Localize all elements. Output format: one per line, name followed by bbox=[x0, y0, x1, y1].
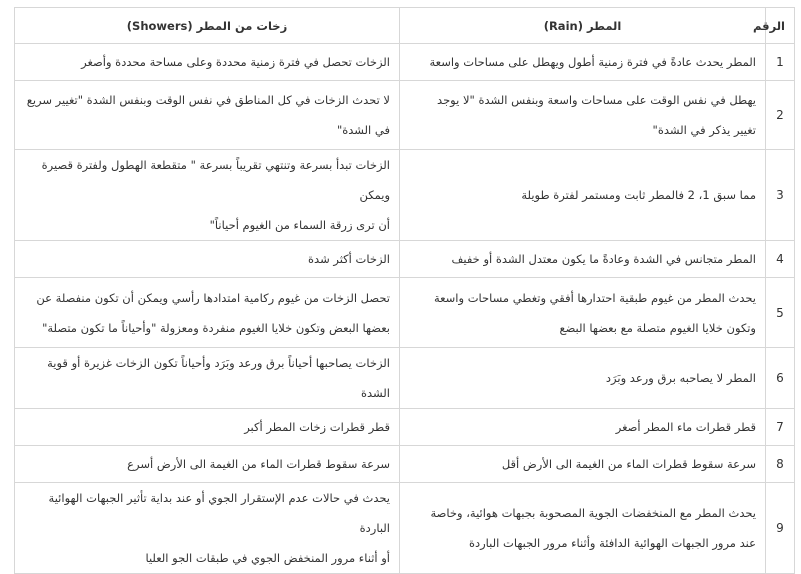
table-header-row bbox=[15, 8, 795, 44]
table-row bbox=[15, 278, 795, 348]
rain-text-line: تغيير يذكر في الشدة" bbox=[652, 123, 756, 137]
header-showers: زخات من المطر (Showers) bbox=[15, 8, 400, 44]
table-row bbox=[15, 409, 795, 446]
row-number: 1 bbox=[766, 44, 795, 81]
showers-text-line: لا تحدث الزخات في كل المناطق في نفس الوقت وبنفس الشدة "تغيير سريع bbox=[26, 93, 390, 107]
row-number: 3 bbox=[766, 150, 795, 241]
rain-cell bbox=[400, 348, 766, 409]
row-number: 5 bbox=[766, 278, 795, 348]
table-row bbox=[15, 483, 795, 574]
showers-cell bbox=[15, 278, 400, 348]
table-row bbox=[15, 44, 795, 81]
table-row bbox=[15, 446, 795, 483]
table-row bbox=[15, 241, 795, 278]
row-number: 7 bbox=[766, 409, 795, 446]
rain-cell bbox=[400, 81, 766, 150]
rain-cell bbox=[400, 409, 766, 446]
rain-text-line: يحدث المطر مع المنخفضات الجوية المصحوبة بجبهات هوائية، وخاصة bbox=[430, 506, 756, 520]
row-number: 8 bbox=[766, 446, 795, 483]
rain-text-line: يهطل في نفس الوقت على مساحات واسعة وبنفس الشدة "لا يوجد bbox=[437, 93, 756, 107]
showers-text-line: الزخات أكثر شدة bbox=[308, 252, 390, 266]
showers-cell bbox=[15, 241, 400, 278]
rain-text-line: عند مرور الجبهات الهوائية الدافئة وأثناء مرور الجبهات الباردة bbox=[468, 536, 756, 550]
rain-text-line: وتكون خلايا الغيوم متصلة مع بعضها البضع bbox=[559, 320, 756, 335]
rain-cell bbox=[400, 446, 766, 483]
rain-text-line: سرعة سقوط قطرات الماء من الغيمة الى الأرض أقل bbox=[501, 457, 756, 471]
showers-text-line: الزخات تبدأ بسرعة وتنتهي تقريباً بسرعة " متقطعة الهطول ولفترة قصيرة ويمكن bbox=[41, 158, 390, 202]
showers-text-line: بعضها البعض وتكون خلايا الغيوم منفردة ومعزولة "وأحياناً ما تكون متصلة" bbox=[42, 320, 390, 335]
showers-cell bbox=[15, 81, 400, 150]
rain-cell bbox=[400, 150, 766, 241]
showers-cell bbox=[15, 446, 400, 483]
table-row bbox=[15, 150, 795, 241]
row-number: 4 bbox=[766, 241, 795, 278]
showers-cell bbox=[15, 409, 400, 446]
showers-text-line: سرعة سقوط قطرات الماء من الغيمة الى الأرض أسرع bbox=[127, 457, 390, 471]
showers-text-line: الزخات يصاحبها أحياناً برق ورعد وبَرَد وأحياناً تكون الزخات غزيرة أو قوية الشدة bbox=[47, 356, 390, 400]
showers-text-line: في الشدة" bbox=[336, 123, 390, 137]
showers-text-line: قطر قطرات زخات المطر أكبر bbox=[244, 420, 390, 434]
header-rain: المطر (Rain) bbox=[400, 8, 766, 44]
header-num: الرقم bbox=[766, 8, 795, 44]
showers-text-line: تحصل الزخات من غيوم ركامية امتدادها رأسي ويمكن أن تكون منفصلة عن bbox=[36, 290, 390, 305]
rain-text-line: المطر يحدث عادةً في فترة زمنية أطول ويهطل على مساحات واسعة bbox=[429, 55, 756, 69]
showers-cell bbox=[15, 44, 400, 81]
showers-text-line: أو أثناء مرور المنخفض الجوي في طبقات الجو العليا bbox=[145, 551, 390, 565]
showers-text-line: يحدث في حالات عدم الإستقرار الجوي أو عند بداية تأثير الجبهات الهوائية الباردة bbox=[48, 491, 390, 535]
showers-cell bbox=[15, 348, 400, 409]
rain-text-line: يحدث المطر من غيوم طبقية احتدارها أفقي وتغطي مساحات واسعة bbox=[433, 290, 756, 305]
rain-cell bbox=[400, 44, 766, 81]
rain-cell bbox=[400, 278, 766, 348]
showers-text-line: الزخات تحصل في فترة زمنية محددة وعلى مساحة محددة وأصغر bbox=[81, 55, 390, 69]
rain-cell bbox=[400, 483, 766, 574]
table-row bbox=[15, 348, 795, 409]
rain-text-line: المطر متجانس في الشدة وعادةً ما يكون معتدل الشدة أو خفيف bbox=[451, 252, 756, 266]
row-number: 6 bbox=[766, 348, 795, 409]
rain-text-line: قطر قطرات ماء المطر أصغر bbox=[615, 420, 756, 434]
comparison-table bbox=[14, 7, 795, 574]
table-row bbox=[15, 81, 795, 150]
rain-cell bbox=[400, 241, 766, 278]
showers-cell bbox=[15, 150, 400, 241]
showers-text-line: أن ترى زرقة السماء من الغيوم أحياناً" bbox=[209, 218, 390, 232]
showers-cell bbox=[15, 483, 400, 574]
rain-text-line: مما سبق 1، 2 فالمطر ثابت ومستمر لفترة طويلة bbox=[521, 188, 756, 202]
rain-text-line: المطر لا يصاحبه برق ورعد وبَرَد bbox=[605, 371, 756, 385]
row-number: 9 bbox=[766, 483, 795, 574]
row-number: 2 bbox=[766, 81, 795, 150]
